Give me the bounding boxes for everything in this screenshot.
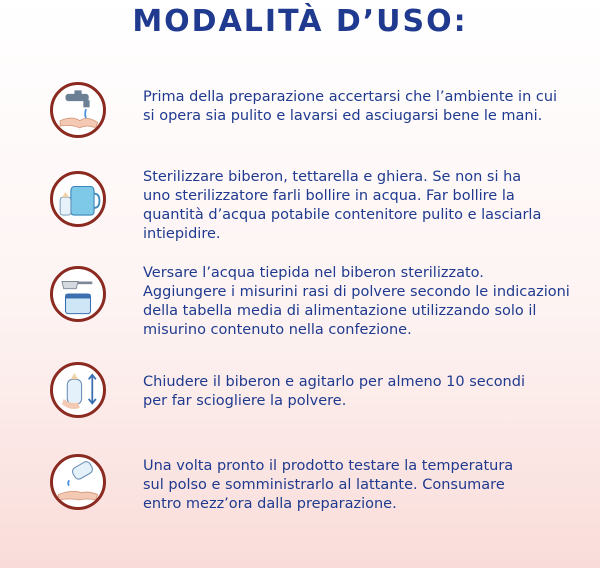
step-1-text: Prima della preparazione accertarsi che l’ambiente in cui si opera sia pulito e lavarsi ed asciugarsi bene le mani.: [143, 89, 558, 124]
page-title: MODALITÀ D’USO:: [132, 4, 468, 39]
step-3-text: Versare l’acqua tiepida nel biberon sterilizzato. Aggiungere i misurini rasi di polvere secondo le indicazioni della tabella media di alimentazione utilizzando solo il misurino contenuto nella confezione.: [143, 265, 570, 338]
scoop-bottle-icon: [50, 266, 106, 322]
wrist-test-icon: [50, 454, 106, 510]
faucet-hands-icon: [50, 82, 106, 138]
kettle-bottle-icon: [50, 171, 106, 227]
step-2-text: Sterilizzare biberon, tettarella e ghiera. Se non si ha uno sterilizzatore farli bollire in acqua. Far bollire la quantità d’acqua potabile contenitore pulito e lasciarla intiepidire.: [143, 169, 542, 242]
step-5-text: Una volta pronto il prodotto testare la temperatura sul polso e somministrarlo al lattante. Consumare entro mezz’ora dalla preparazione.: [143, 458, 514, 512]
step-4-text: Chiudere il biberon e agitarlo per almeno 10 secondi per far sciogliere la polvere.: [143, 374, 525, 409]
shake-bottle-icon: [50, 362, 106, 418]
